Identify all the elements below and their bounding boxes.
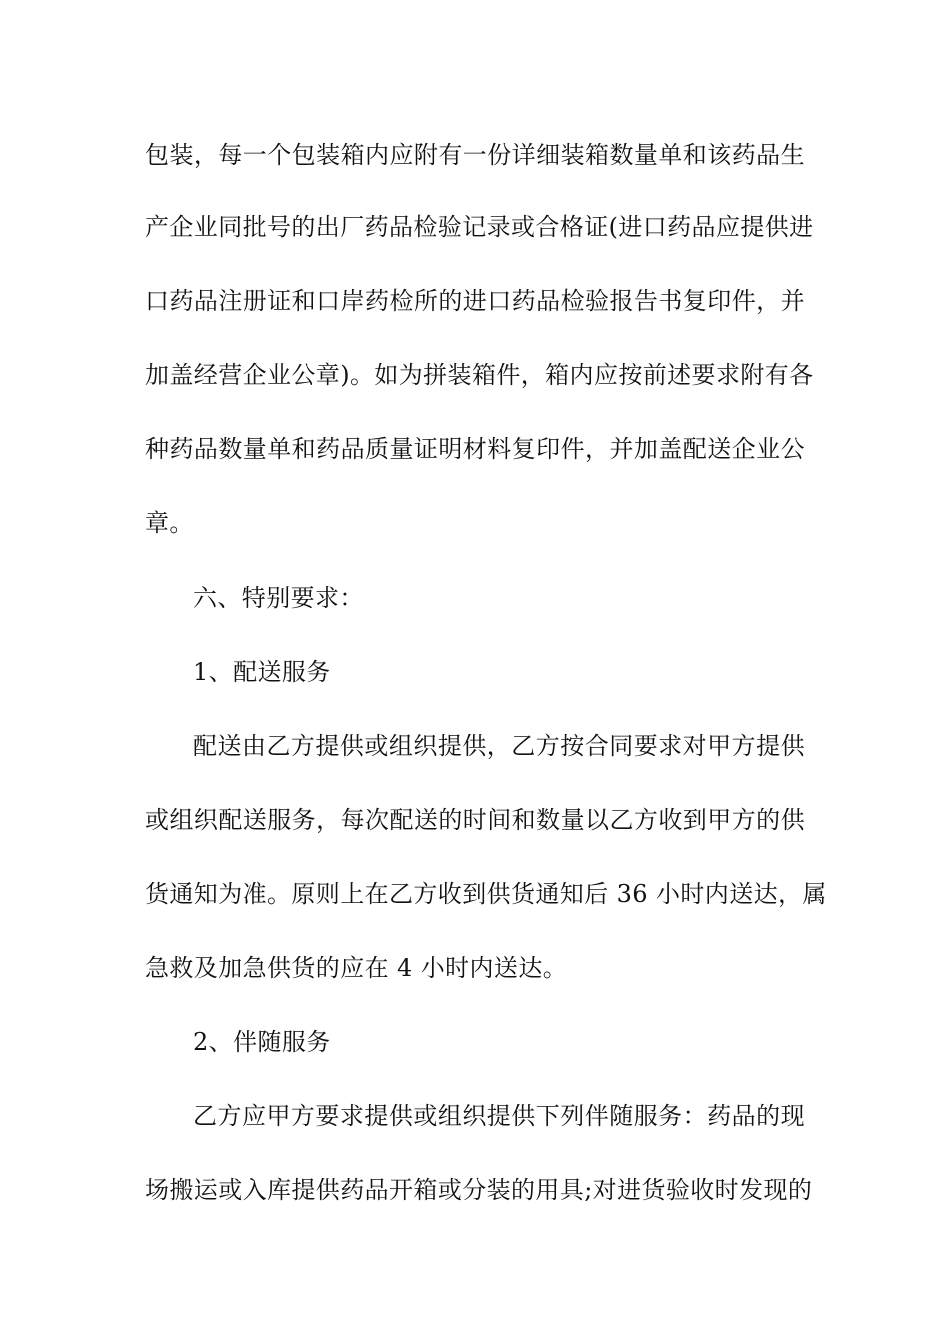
paragraph-line-3: 口药品注册证和口岸药检所的进口药品检验报告书复印件，并 bbox=[145, 287, 805, 315]
paragraph-line-12: 急救及加急供货的应在 4 小时内送达。 bbox=[145, 954, 568, 982]
section-heading: 六、特别要求： bbox=[193, 584, 364, 612]
paragraph-line-14: 乙方应甲方要求提供或组织提供下列伴随服务：药品的现 bbox=[193, 1102, 805, 1130]
paragraph-line-15: 场搬运或入库提供药品开箱或分装的用具;对进货验收时发现的 bbox=[145, 1176, 813, 1204]
subheading-delivery-service: 1、配送服务 bbox=[193, 658, 331, 686]
paragraph-line-5: 种药品数量单和药品质量证明材料复印件，并加盖配送企业公 bbox=[145, 435, 805, 463]
paragraph-line-9: 配送由乙方提供或组织提供，乙方按合同要求对甲方提供 bbox=[193, 732, 805, 760]
paragraph-line-6: 章。 bbox=[145, 509, 194, 537]
paragraph-line-11: 货通知为准。原则上在乙方收到供货通知后 36 小时内送达，属 bbox=[145, 880, 827, 908]
paragraph-line-1: 包装，每一个包装箱内应附有一份详细装箱数量单和该药品生 bbox=[145, 141, 805, 169]
paragraph-line-10: 或组织配送服务，每次配送的时间和数量以乙方收到甲方的供 bbox=[145, 806, 805, 834]
paragraph-line-2: 产企业同批号的出厂药品检验记录或合格证(进口药品应提供进 bbox=[145, 213, 814, 241]
paragraph-line-4: 加盖经营企业公章)。如为拼装箱件，箱内应按前述要求附有各 bbox=[145, 361, 814, 389]
subheading-accompanying-service: 2、伴随服务 bbox=[193, 1028, 331, 1056]
